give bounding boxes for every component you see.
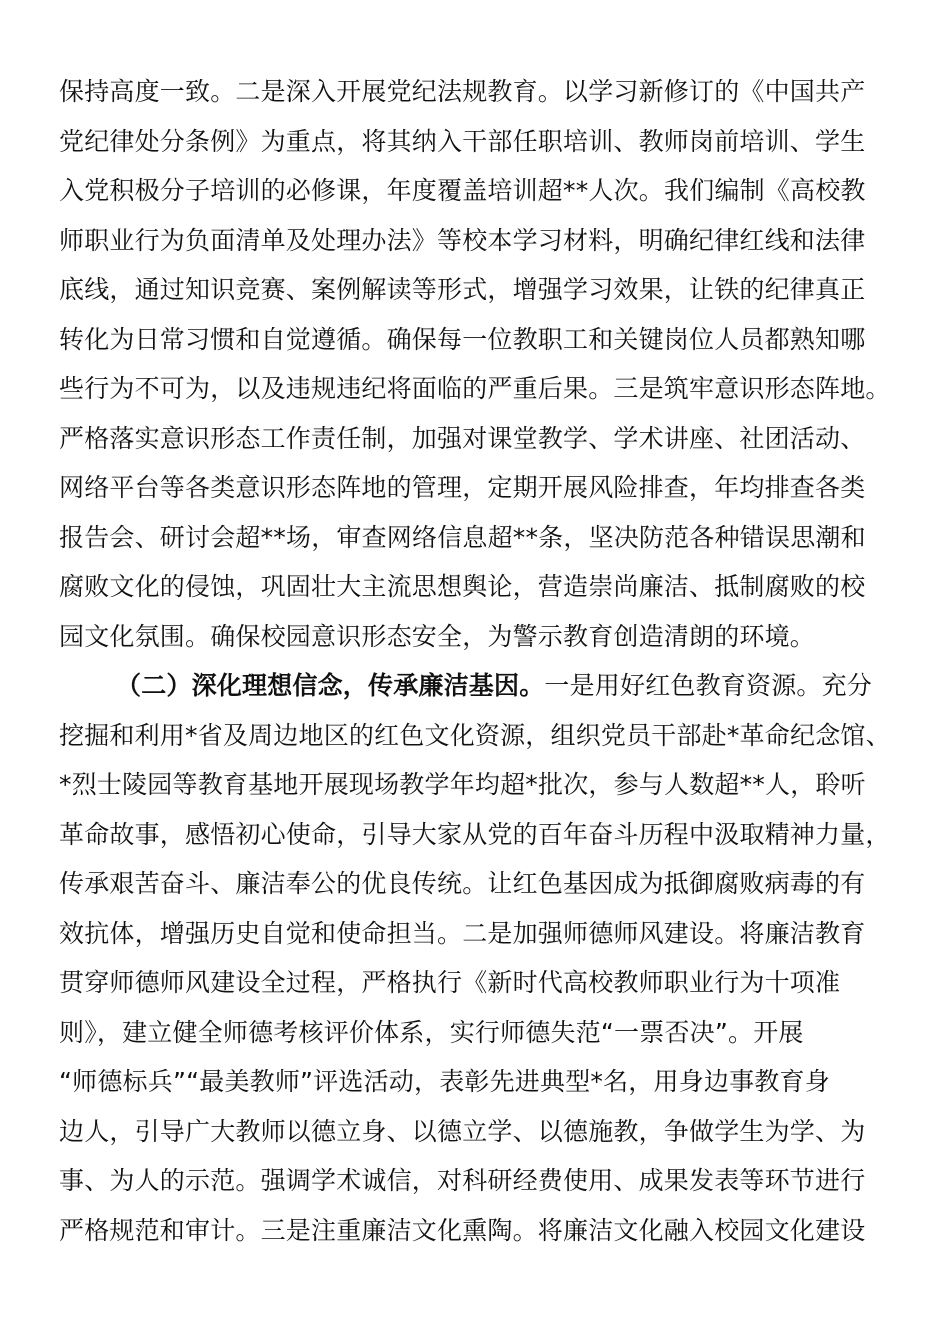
section-heading-rest: 一是用好红色教育资源。充分 bbox=[544, 671, 873, 700]
paragraph-line: 传承艰苦奋斗、廉洁奉公的优良传统。让红色基因成为抵御腐败病毒的有 bbox=[59, 869, 866, 898]
paragraph-line: 效抗体，增强历史自觉和使命担当。二是加强师德师风建设。将廉洁教育 bbox=[59, 919, 866, 948]
paragraph-line: 保持高度一致。二是深入开展党纪法规教育。以学习新修订的《中国共产 bbox=[59, 77, 866, 106]
paragraph-line: 贯穿师德师风建设全过程，严格执行《新时代高校教师职业行为十项准 bbox=[59, 968, 841, 997]
paragraph-line: 则》，建立健全师德考核评价体系，实行师德失范“一票否决”。开展 bbox=[59, 1018, 804, 1047]
paragraph-line: 革命故事，感悟初心使命，引导大家从党的百年奋斗历程中汲取精神力量， bbox=[59, 820, 891, 849]
paragraph-line: 报告会、研讨会超**场，审查网络信息超**条，坚决防范各种错误思潮和 bbox=[59, 523, 866, 552]
paragraph-line: 严格规范和审计。三是注重廉洁文化熏陶。将廉洁文化融入校园文化建设 bbox=[59, 1216, 866, 1245]
paragraph-line: 严格落实意识形态工作责任制，加强对课堂教学、学术讲座、社团活动、 bbox=[59, 424, 866, 453]
paragraph-line: 党纪律处分条例》为重点，将其纳入干部任职培训、教师岗前培训、学生 bbox=[59, 127, 866, 156]
paragraph-line: 师职业行为负面清单及处理办法》等校本学习材料，明确纪律红线和法律 bbox=[59, 226, 866, 255]
paragraph-line: 底线，通过知识竞赛、案例解读等形式，增强学习效果，让铁的纪律真正 bbox=[59, 275, 866, 304]
paragraph-line: “师德标兵”“最美教师”评选活动，表彰先进典型*名，用身边事教育身 bbox=[59, 1067, 830, 1096]
section-heading-line bbox=[116, 661, 900, 711]
paragraph-line: 入党积极分子培训的必修课，年度覆盖培训超**人次。我们编制《高校教 bbox=[59, 176, 866, 205]
section-heading: （二）深化理想信念，传承廉洁基因。 bbox=[116, 671, 545, 700]
paragraph-line: 园文化氛围。确保校园意识形态安全，为警示教育创造清朗的环境。 bbox=[59, 622, 816, 651]
paragraph-line: 腐败文化的侵蚀，巩固壮大主流思想舆论，营造崇尚廉洁、抵制腐败的校 bbox=[59, 572, 866, 601]
paragraph-line: 转化为日常习惯和自觉遵循。确保每一位教职工和关键岗位人员都熟知哪 bbox=[59, 325, 866, 354]
paragraph-line: *烈士陵园等教育基地开展现场教学年均超*批次，参与人数超**人，聆听 bbox=[59, 770, 866, 799]
paragraph-line: 边人，引导广大教师以德立身、以德立学、以德施教，争做学生为学、为 bbox=[59, 1117, 866, 1146]
paragraph-line: 挖掘和利用*省及周边地区的红色文化资源，组织党员干部赴*革命纪念馆、 bbox=[59, 721, 891, 750]
paragraph-line: 网络平台等各类意识形态阵地的管理，定期开展风险排查，年均排查各类 bbox=[59, 473, 866, 502]
paragraph-line: 事、为人的示范。强调学术诚信，对科研经费使用、成果发表等环节进行 bbox=[59, 1166, 866, 1195]
paragraph-line: 些行为不可为，以及违规违纪将面临的严重后果。三是筑牢意识形态阵地。 bbox=[59, 374, 891, 403]
